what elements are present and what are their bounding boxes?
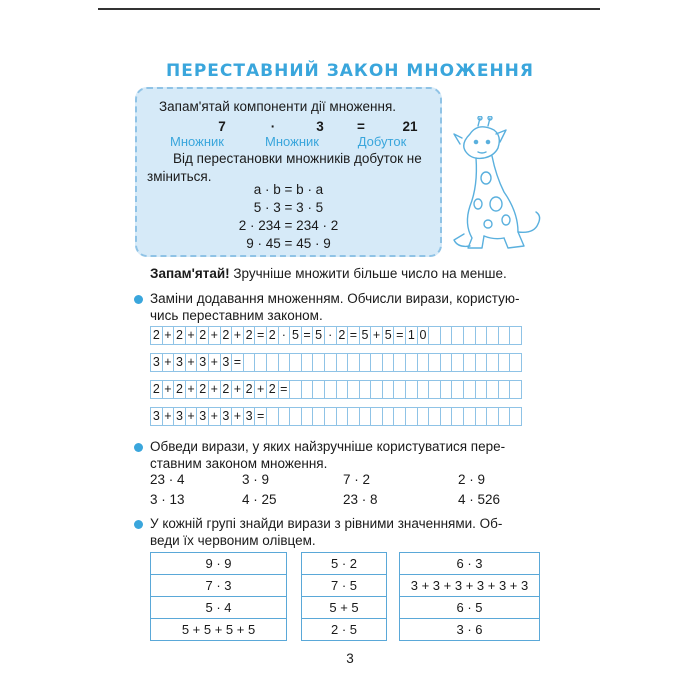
grid-cell[interactable]: 2 (220, 380, 233, 399)
grid-cell[interactable]: 2 (266, 380, 279, 399)
group-2-cell[interactable]: 5 · 2 (302, 553, 387, 575)
group-1-cell[interactable]: 5 + 5 + 5 + 5 (151, 619, 287, 641)
grid-cell[interactable]: + (162, 353, 175, 372)
group-2-cell[interactable]: 7 · 5 (302, 575, 387, 597)
grid-cell[interactable]: + (231, 380, 244, 399)
equals-sign: = (357, 119, 365, 134)
task-1-text (150, 290, 550, 324)
remember-text: Зручніше множити більше число на менше. (229, 266, 507, 281)
expression[interactable]: 4 · 25 (242, 492, 277, 507)
expression[interactable]: 3 · 9 (242, 472, 270, 487)
expression[interactable]: 2 · 9 (458, 472, 486, 487)
grid-cell[interactable]: 2 (173, 326, 186, 345)
grid-cell[interactable]: = (231, 353, 244, 372)
grid-cell[interactable]: 2 (266, 326, 279, 345)
grid-cell[interactable]: 3 (196, 407, 209, 426)
grid-cell[interactable]: + (208, 407, 221, 426)
equality-example-3: 9 · 45 = 45 · 9 (246, 236, 331, 251)
grid-cell[interactable] (509, 380, 522, 399)
grid-cell[interactable]: + (231, 326, 244, 345)
giraffe-illustration (448, 116, 548, 256)
group-3-cell[interactable]: 3 + 3 + 3 + 3 + 3 + 3 (400, 575, 540, 597)
multiply-sign: · (270, 119, 276, 134)
grid-cell[interactable]: 2 (336, 326, 349, 345)
top-rule-line (98, 8, 600, 10)
grid-cell[interactable]: 2 (220, 326, 233, 345)
grid-cell[interactable]: 5 (289, 326, 302, 345)
task-1-grid-row-2[interactable] (150, 353, 521, 372)
rule-box (135, 87, 442, 257)
grid-cell[interactable]: 1 (405, 326, 418, 345)
grid-cell[interactable] (509, 326, 522, 345)
task-3-text (150, 515, 550, 549)
group-3-cell[interactable]: 6 · 3 (400, 553, 540, 575)
group-2-cell[interactable]: 2 · 5 (302, 619, 387, 641)
grid-cell[interactable]: + (254, 380, 267, 399)
grid-cell[interactable]: + (162, 407, 175, 426)
grid-cell[interactable]: 3 (150, 353, 163, 372)
grid-cell[interactable]: = (254, 407, 267, 426)
expression[interactable]: 23 · 4 (150, 472, 185, 487)
group-table-2 (301, 552, 387, 641)
grid-cell[interactable]: 3 (220, 407, 233, 426)
grid-cell[interactable]: 5 (382, 326, 395, 345)
page-title: ПЕРЕСТАВНИЙ ЗАКОН МНОЖЕННЯ (166, 61, 534, 81)
group-1-cell[interactable]: 5 · 4 (151, 597, 287, 619)
group-1-cell[interactable]: 7 · 3 (151, 575, 287, 597)
grid-cell[interactable]: 2 (196, 326, 209, 345)
task-1-bullet (134, 295, 143, 304)
grid-cell[interactable]: 3 (243, 407, 256, 426)
product: 21 (402, 119, 418, 134)
grid-cell[interactable]: 2 (150, 380, 163, 399)
task-1-grid-row-4[interactable] (150, 407, 521, 426)
factor-1: 7 (218, 119, 226, 134)
task-1-grid-row-1[interactable] (150, 326, 521, 345)
grid-cell[interactable]: = (393, 326, 406, 345)
equality-example-2: 2 · 234 = 234 · 2 (238, 218, 339, 233)
grid-cell[interactable]: · (324, 326, 337, 345)
grid-cell[interactable]: + (370, 326, 383, 345)
task-1-grid-row-3[interactable] (150, 380, 521, 399)
grid-cell[interactable]: · (278, 326, 291, 345)
label-product: Добуток (357, 134, 407, 149)
task-1-line-2: чись переставним законом. (150, 308, 323, 323)
group-3-cell[interactable]: 6 · 5 (400, 597, 540, 619)
grid-cell[interactable]: + (208, 353, 221, 372)
expression[interactable]: 3 · 13 (150, 492, 185, 507)
task-2-text (150, 438, 550, 472)
grid-cell[interactable]: + (185, 326, 198, 345)
grid-cell[interactable]: = (254, 326, 267, 345)
equality-general: a · b = b · a (253, 182, 324, 197)
grid-cell[interactable]: + (185, 353, 198, 372)
factor-2: 3 (316, 119, 324, 134)
group-3-cell[interactable]: 3 · 6 (400, 619, 540, 641)
grid-cell[interactable]: 3 (173, 407, 186, 426)
grid-cell[interactable]: 0 (417, 326, 430, 345)
equality-example-1: 5 · 3 = 3 · 5 (253, 200, 324, 215)
grid-cell[interactable]: + (185, 407, 198, 426)
expression[interactable]: 23 · 8 (343, 492, 378, 507)
remember-label: Запам'ятай! (150, 266, 230, 281)
group-1-cell[interactable]: 9 · 9 (151, 553, 287, 575)
grid-cell[interactable]: + (162, 326, 175, 345)
grid-cell[interactable]: + (185, 380, 198, 399)
grid-cell[interactable]: 3 (150, 407, 163, 426)
group-table-3 (399, 552, 540, 641)
grid-cell[interactable]: 3 (173, 353, 186, 372)
grid-cell[interactable]: 5 (312, 326, 325, 345)
task-3-line-2: веди їх червоним олівцем. (150, 533, 316, 548)
grid-cell[interactable]: 2 (196, 380, 209, 399)
label-factor-2: Множник (265, 134, 319, 149)
grid-cell[interactable]: 2 (243, 326, 256, 345)
grid-cell[interactable]: = (347, 326, 360, 345)
rule-statement: Від перестановки множників добуток не зміниться. (147, 151, 422, 184)
grid-cell[interactable]: = (278, 380, 291, 399)
task-3-bullet (134, 520, 143, 529)
task-1-line-1: Заміни додавання множенням. Обчисли вирази, користую- (150, 291, 520, 306)
expression[interactable]: 4 · 526 (458, 492, 501, 507)
grid-cell[interactable]: 5 (359, 326, 372, 345)
group-table-1 (150, 552, 287, 641)
grid-cell[interactable]: 3 (220, 353, 233, 372)
grid-cell[interactable]: 2 (150, 326, 163, 345)
label-factor-1: Множник (170, 134, 224, 149)
page-number: 3 (346, 651, 354, 666)
grid-cell[interactable]: = (301, 326, 314, 345)
task-2-line-2: ставним законом множення. (150, 456, 328, 471)
expression[interactable]: 7 · 2 (343, 472, 371, 487)
grid-cell[interactable]: + (162, 380, 175, 399)
grid-cell[interactable] (509, 353, 522, 372)
remember-note (150, 266, 507, 281)
grid-cell[interactable]: 2 (173, 380, 186, 399)
task-3-line-1: У кожній групі знайди вирази з рівними значеннями. Об- (150, 516, 503, 531)
grid-cell[interactable]: + (208, 326, 221, 345)
task-2-bullet (134, 443, 143, 452)
grid-cell[interactable]: 3 (196, 353, 209, 372)
grid-cell[interactable]: + (231, 407, 244, 426)
group-2-cell[interactable]: 5 + 5 (302, 597, 387, 619)
grid-cell[interactable]: 2 (243, 380, 256, 399)
task-2-line-1: Обведи вирази, у яких найзручніше користуватися пере- (150, 439, 506, 454)
grid-cell[interactable] (509, 407, 522, 426)
grid-cell[interactable]: + (208, 380, 221, 399)
rule-intro: Запам'ятай компоненти дії множення. (159, 99, 397, 114)
